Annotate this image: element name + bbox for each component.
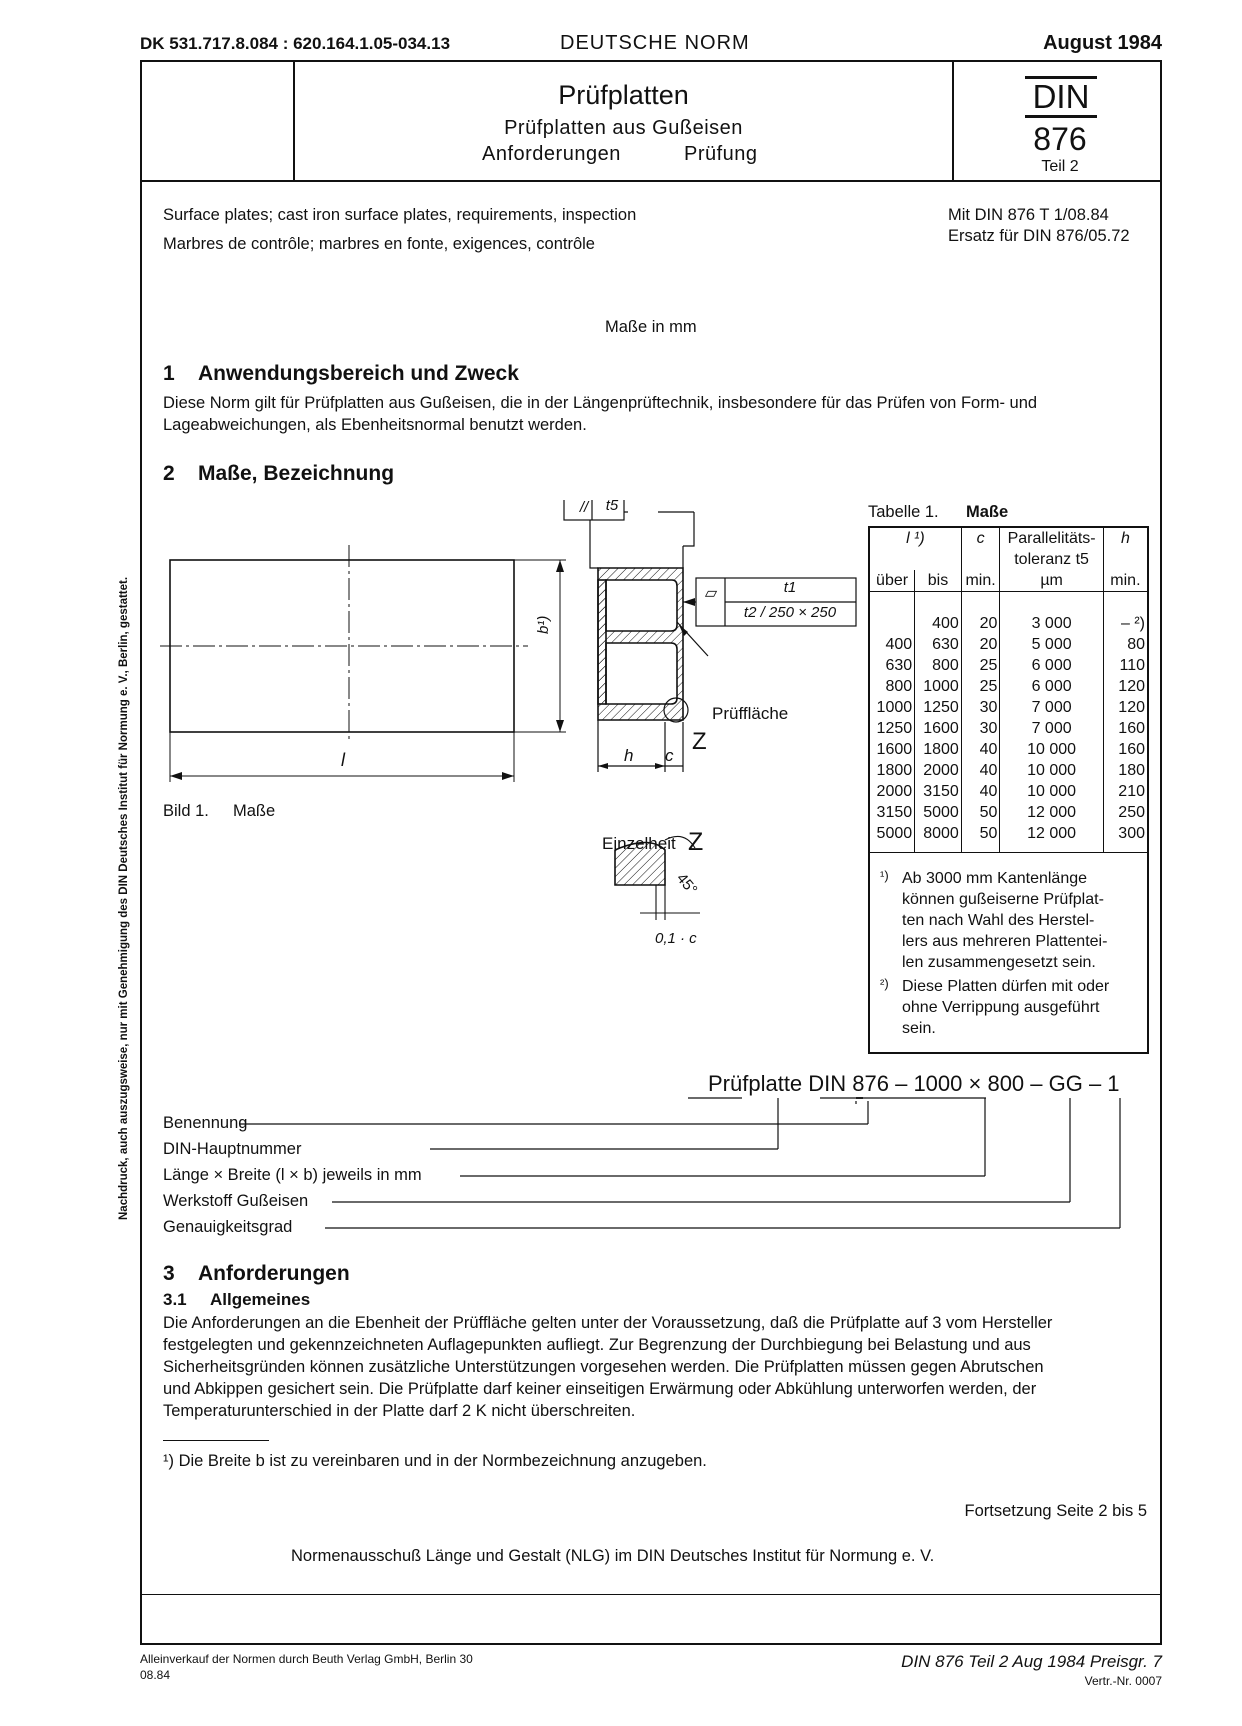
dimensions-table — [870, 528, 1147, 853]
table-1 — [868, 526, 1149, 1054]
sub-hmin: min. — [1103, 570, 1147, 592]
table-cell: 400 — [885, 636, 913, 653]
angle-label: 45° — [672, 870, 701, 899]
table-row — [870, 634, 1147, 655]
table-cell: 3 000 — [1000, 613, 1103, 634]
tolerance-flatness-symbol: ▱ — [704, 585, 718, 602]
text-line: Sicherheitsgründen können zusätzliche Unterstützungen vorgesehen werden. Die Prüfplatten müssen gegen Abrutschen — [163, 1358, 1044, 1376]
table-cell: 12 000 — [1000, 802, 1103, 823]
section-1-text-1: Diese Norm gilt für Prüfplatten aus Gußeisen, die in der Längenprüftechnik, insbesondere für das Prüfen von Form- und — [163, 394, 1038, 412]
header-divider — [140, 180, 1162, 182]
dim-label-b: b¹) — [535, 615, 552, 634]
section-3-1-number: 3.1 — [163, 1290, 187, 1309]
table-cell: 1000 — [915, 676, 962, 697]
subtitle-requirements: Anforderungen — [482, 143, 621, 165]
table-cell: 1250 — [876, 720, 913, 737]
text-line: Temperaturunterschied in der Platte darf 2 K nicht überschreiten. — [163, 1402, 636, 1420]
title-french: Marbres de contrôle; marbres en fonte, exigences, contrôle — [163, 235, 595, 253]
distribution-number: Vertr.-Nr. 0007 — [1084, 1674, 1162, 1688]
table-row — [870, 781, 1147, 802]
table-cell: 10 000 — [1000, 760, 1103, 781]
table-footnote-2-mark: ²) — [880, 976, 889, 991]
table-cell: – ²) — [1103, 613, 1147, 634]
fn2-line: ohne Verrippung ausgeführt — [902, 999, 1100, 1016]
table-cell: 630 — [915, 634, 962, 655]
document-reference: DIN 876 Teil 2 Aug 1984 Preisgr. 7 — [901, 1652, 1162, 1671]
table-cell: 3150 — [915, 781, 962, 802]
test-surface-label: Prüffläche — [712, 704, 789, 723]
table-cell: 1600 — [915, 718, 962, 739]
din-part: Teil 2 — [1041, 158, 1079, 175]
figure-1-drawing — [160, 500, 860, 960]
table-cell: 160 — [1103, 718, 1147, 739]
title-english: Surface plates; cast iron surface plates, requirements, inspection — [163, 206, 637, 224]
detail-label: Einzelheit — [602, 834, 676, 853]
issue-date: August 1984 — [1043, 32, 1162, 54]
table-row — [870, 655, 1147, 676]
designation-label-material: Werkstoff Gußeisen — [163, 1192, 309, 1210]
table-cell: 50 — [961, 802, 1000, 823]
table-cell: 1250 — [915, 697, 962, 718]
section-1-text-2: Lageabweichungen, als Ebenheitsnormal benutzt werden. — [163, 416, 587, 434]
table-cell: 40 — [961, 739, 1000, 760]
dk-number: DK 531.717.8.084 : 620.164.1.05-034.13 — [140, 34, 451, 53]
footnote-1: ¹) Die Breite b ist zu vereinbaren und in der Normbezeichnung anzugeben. — [163, 1452, 707, 1470]
table-cell: 20 — [961, 613, 1000, 634]
table-cell: 800 — [885, 678, 913, 695]
table-cell: 210 — [1103, 781, 1147, 802]
table-cell: 1800 — [876, 762, 913, 779]
table-row — [870, 676, 1147, 697]
sub-um: µm — [1000, 570, 1103, 592]
print-date: 08.84 — [140, 1668, 171, 1682]
tolerance-t2: t2 / 250 × 250 — [743, 604, 837, 621]
text-line: und Abkippen gesichert sein. Die Prüfplatte darf keiner einseitigen Erwärmung oder Abkühlung unterworfen werden, der — [163, 1380, 1037, 1398]
designation-label-name: Benennung — [163, 1114, 248, 1132]
table-footnote-1-mark: ¹) — [880, 868, 889, 883]
table-cell: 250 — [1103, 802, 1147, 823]
header-left-cell — [140, 60, 295, 182]
fn1-line: lers aus mehreren Plattentei- — [902, 933, 1108, 950]
table-cell: 7 000 — [1000, 697, 1103, 718]
page-subtitle: Prüfplatten aus Gußeisen — [504, 117, 743, 139]
table-cell: 10 000 — [1000, 739, 1103, 760]
designation-label-din: DIN-Hauptnummer — [163, 1140, 302, 1158]
din-logo: DIN — [1025, 76, 1097, 118]
table-cell: 7 000 — [1000, 718, 1103, 739]
section-2-number: 2 — [163, 462, 175, 485]
designation-code: Prüfplatte DIN 876 – 1000 × 800 – GG – 1 — [708, 1071, 1120, 1096]
fn2-line: Diese Platten dürfen mit oder — [902, 978, 1110, 995]
table-cell: 5000 — [915, 802, 962, 823]
figure-caption-number: Bild 1. — [163, 802, 209, 820]
figure-caption-title: Maße — [233, 802, 276, 820]
units-note: Maße in mm — [605, 318, 697, 336]
section-1-number: 1 — [163, 362, 175, 385]
head-c: c — [961, 528, 1000, 549]
table-cell — [870, 613, 915, 634]
dim-label-h: h — [624, 746, 634, 765]
table-cell: 10 000 — [1000, 781, 1103, 802]
publisher-note: Alleinverkauf der Normen durch Beuth Verlag GmbH, Berlin 30 — [140, 1652, 473, 1666]
sub-min: min. — [961, 570, 1000, 592]
table-cell: 6 000 — [1000, 676, 1103, 697]
table-cell: 25 — [961, 655, 1000, 676]
fn1-line: können gußeiserne Prüfplat- — [902, 891, 1104, 908]
tolerance-t5: t5 — [605, 497, 619, 514]
continuation-note: Fortsetzung Seite 2 bis 5 — [964, 1502, 1147, 1520]
fn1-line: Ab 3000 mm Kantenlänge — [902, 870, 1088, 887]
replaces-din: Ersatz für DIN 876/05.72 — [948, 227, 1130, 245]
section-3-1-title: Allgemeines — [210, 1290, 311, 1309]
table-cell: 110 — [1103, 655, 1147, 676]
dim-label-c: c — [665, 746, 674, 765]
table-cell: 20 — [961, 634, 1000, 655]
dim-label-l: l — [341, 750, 345, 770]
designation-label-grade: Genauigkeitsgrad — [163, 1218, 293, 1236]
page-title: Prüfplatten — [558, 80, 689, 110]
table-cell: 25 — [961, 676, 1000, 697]
fn1-line: len zusammengesetzt sein. — [902, 954, 1096, 971]
table-cell: 1000 — [876, 699, 913, 716]
table-cell: 40 — [961, 760, 1000, 781]
table-row — [870, 718, 1147, 739]
section-2-title: Maße, Bezeichnung — [198, 462, 395, 485]
table-row — [870, 697, 1147, 718]
text-line: festgelegten und gekennzeichneten Auflagepunkten aufliegt. Zur Begrenzung der Durchbiegung bei Belastung und aus — [163, 1336, 1031, 1354]
table-caption-title: Maße — [966, 503, 1009, 521]
subtitle-inspection: Prüfung — [684, 143, 758, 165]
table-cell: 30 — [961, 718, 1000, 739]
table-cell: 800 — [915, 655, 962, 676]
table-cell: 12 000 — [1000, 823, 1103, 844]
table-row — [870, 823, 1147, 844]
table-caption-number: Tabelle 1. — [868, 503, 939, 521]
table-footnote-1 — [902, 868, 1142, 973]
table-cell: 400 — [915, 613, 962, 634]
committee-note: Normenausschuß Länge und Gestalt (NLG) im DIN Deutsches Institut für Normung e. V. — [291, 1547, 935, 1565]
text-line: Die Anforderungen an die Ebenheit der Prüffläche gelten unter der Voraussetzung, daß die Prüfplatte auf 3 vom Hersteller — [163, 1314, 1053, 1332]
section-3-number: 3 — [163, 1262, 175, 1285]
bottom-rule — [140, 1594, 1162, 1595]
table-cell: 8000 — [915, 823, 962, 844]
table-cell: 1800 — [915, 739, 962, 760]
table-cell: 40 — [961, 781, 1000, 802]
detail-marker-z: Z — [692, 728, 707, 755]
table-cell: 30 — [961, 697, 1000, 718]
table-row — [870, 739, 1147, 760]
table-cell: 2000 — [915, 760, 962, 781]
detail-label-z: Z — [688, 828, 704, 856]
fn1-line: ten nach Wahl des Herstel- — [902, 912, 1095, 929]
reprint-notice: Nachdruck, auch auszugsweise, nur mit Genehmigung des DIN Deutsches Institut für Normung e. V., Berlin, gestattet. — [118, 576, 130, 1220]
table-row — [870, 760, 1147, 781]
head-parallel-2: toleranz t5 — [1000, 549, 1103, 570]
table-cell: 80 — [1103, 634, 1147, 655]
table-cell: 3150 — [876, 804, 913, 821]
fn2-line: sein. — [902, 1020, 936, 1037]
section-3-1-text — [163, 1312, 1153, 1422]
table-row — [870, 802, 1147, 823]
sub-bis: bis — [915, 570, 962, 592]
head-length: l ¹) — [906, 530, 925, 547]
head-h: h — [1103, 528, 1147, 549]
with-din: Mit DIN 876 T 1/08.84 — [948, 206, 1109, 224]
din-number: 876 — [1033, 121, 1087, 157]
chamfer-label: 0,1 · c — [655, 930, 697, 947]
footnote-rule — [163, 1440, 269, 1441]
designation-leaders — [160, 1095, 1150, 1235]
table-cell: 120 — [1103, 676, 1147, 697]
table-cell: 5 000 — [1000, 634, 1103, 655]
table-cell: 6 000 — [1000, 655, 1103, 676]
table-row — [870, 613, 1147, 634]
table-cell: 1600 — [876, 741, 913, 758]
designation-label-size: Länge × Breite (l × b) jeweils in mm — [163, 1166, 422, 1184]
table-cell: 120 — [1103, 697, 1147, 718]
section-3-title: Anforderungen — [198, 1262, 350, 1285]
section-1-title: Anwendungsbereich und Zweck — [198, 362, 519, 385]
sub-ueber: über — [876, 572, 909, 589]
table-cell: 180 — [1103, 760, 1147, 781]
table-cell: 300 — [1103, 823, 1147, 844]
table-footnote-2 — [902, 976, 1142, 1039]
norm-type: DEUTSCHE NORM — [560, 32, 750, 54]
tolerance-parallel-symbol: // — [579, 499, 589, 516]
head-parallel-1: Parallelitäts- — [1000, 528, 1103, 549]
table-cell: 5000 — [876, 825, 913, 842]
table-cell: 630 — [885, 657, 913, 674]
table-cell: 50 — [961, 823, 1000, 844]
tolerance-t1: t1 — [783, 579, 797, 596]
table-cell: 2000 — [876, 783, 913, 800]
table-cell: 160 — [1103, 739, 1147, 760]
